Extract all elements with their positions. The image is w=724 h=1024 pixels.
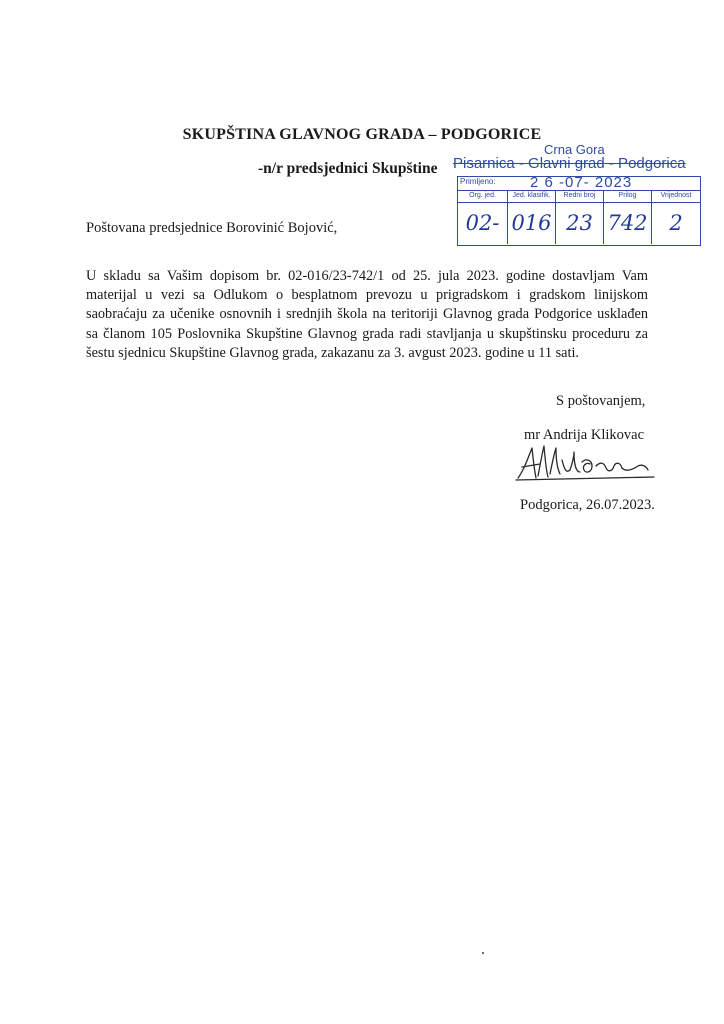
stamp-received-label: Primljeno: <box>460 177 496 186</box>
stamp-received-row <box>458 174 700 191</box>
body-line: sa članom 105 Poslovnika Skupštine Glavnog grada radi stavljanja u skupštinsku proceduru za <box>86 325 648 342</box>
stamp-column-value: 02- <box>458 202 508 244</box>
stamp-column-label: Redni broj <box>556 190 604 202</box>
stamp-column-value: 23 <box>556 202 604 244</box>
stamp-grid <box>457 176 701 246</box>
closing: S poštovanjem, <box>556 393 646 409</box>
body-line: U skladu sa Vašim dopisom br. 02-016/23-742/1 od 25. jula 2023. godine dostavljam Vam <box>86 268 648 284</box>
stamp-values-row <box>458 202 700 244</box>
greeting: Poštovana predsjednice Borovinić Bojović, <box>86 220 338 236</box>
letter-body <box>86 267 648 363</box>
stamp-office-text: Pisarnica - Glavni grad - Podgorica <box>453 155 686 172</box>
stamp-received-date: 2 6 -07- 2023 <box>530 174 633 191</box>
stamp-column-label: Jed. klasifik. <box>508 190 556 202</box>
document-title: SKUPŠTINA GLAVNOG GRADA – PODGORICE <box>182 126 542 143</box>
stamp-column-value: 742 <box>604 202 652 244</box>
body-line: šestu sjednicu Skupštine Glavnog grada, zakazanu za 3. avgust 2023. godine u 11 sati. <box>86 344 579 361</box>
place-and-date: Podgorica, 26.07.2023. <box>520 497 655 513</box>
registry-stamp <box>453 142 703 250</box>
page-mark <box>482 952 484 954</box>
signer-name: mr Andrija Klikovac <box>524 427 645 443</box>
addressee-line: -n/r predsjednici Skupštine <box>258 160 438 177</box>
body-line: materijal u vezi sa Odlukom o besplatnom prevozu u prigradskom i gradskom linijskom <box>86 287 648 304</box>
stamp-country: Crna Gora <box>544 142 605 157</box>
stamp-column-value: 2 <box>669 211 683 235</box>
body-line: saobraćaju za učenike osnovnih i srednjih škola na teritoriji Glavnog grada Podgorice usklađen <box>86 306 648 323</box>
stamp-column-label: Org. jed. <box>458 190 508 202</box>
stamp-column-label: Vrijednost <box>660 192 692 199</box>
stamp-office <box>453 155 686 172</box>
stamp-column-label: Prilog <box>604 190 652 202</box>
stamp-column-value: 016 <box>508 202 556 244</box>
handwritten-signature <box>514 440 664 485</box>
